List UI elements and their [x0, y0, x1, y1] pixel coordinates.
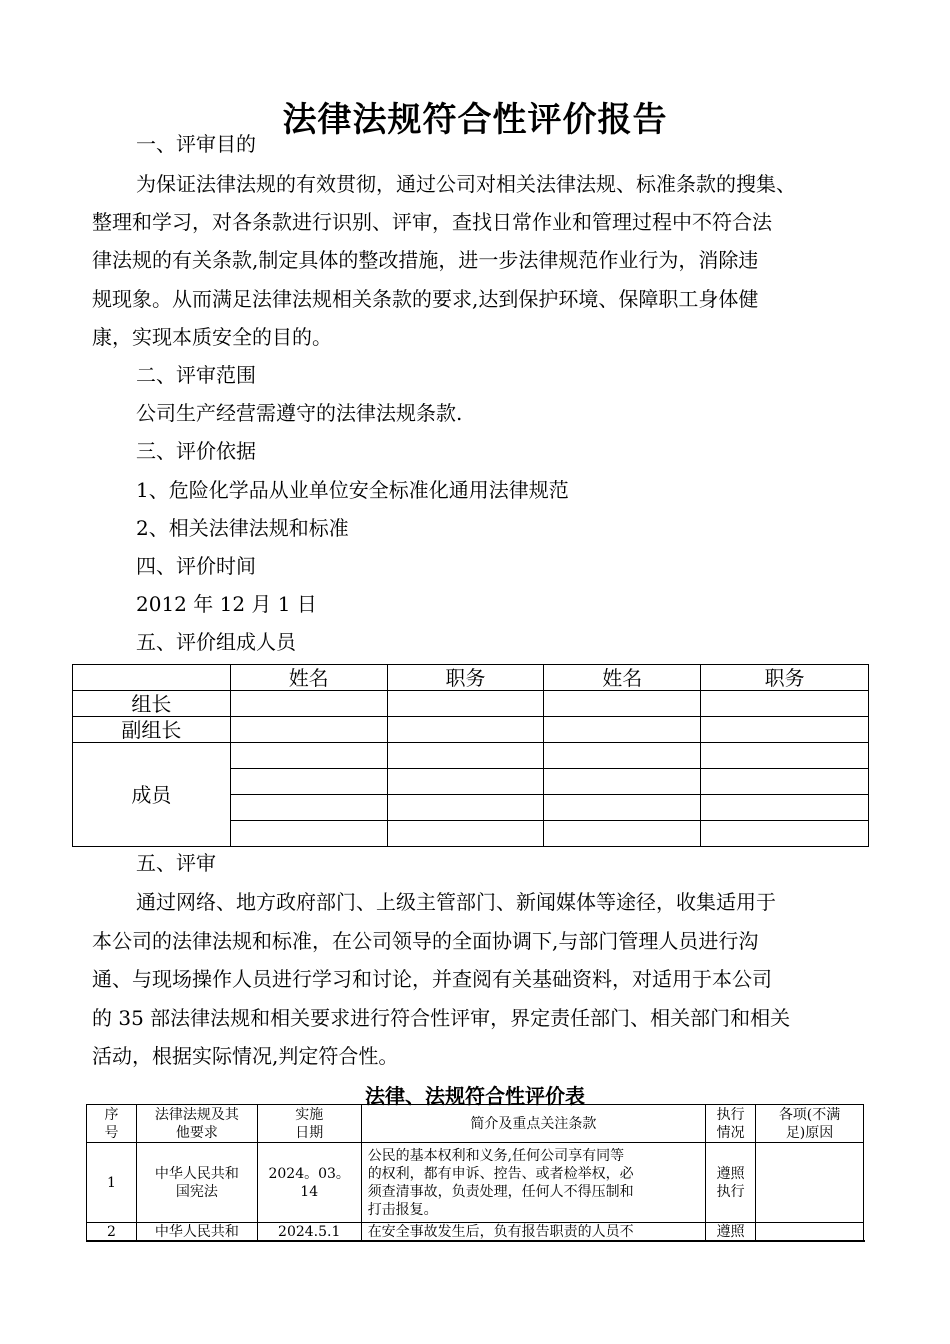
table-row [73, 743, 869, 769]
column-header [706, 1105, 756, 1143]
column-header [87, 1105, 137, 1143]
column-header [756, 1105, 864, 1143]
review-text: 本公司的法律法规和标准，在公司领导的全面协调下,与部门管理人员进行沟 [92, 929, 759, 953]
header-line: 各项(不满 [778, 1106, 841, 1123]
table-cell [701, 743, 869, 769]
law-compliance-table [86, 1104, 864, 1242]
column-header: 姓名 [230, 665, 387, 691]
section-heading-review: 五、评审 [136, 851, 216, 875]
section-heading-purpose: 一、评审目的 [136, 132, 256, 156]
effective-date: 2024.5.1 [257, 1223, 361, 1242]
table-cell [544, 795, 701, 821]
table-cell [230, 821, 387, 847]
header-line: 序 [104, 1106, 119, 1123]
law-table-title: 法律、法规符合性评价表 [365, 1084, 585, 1108]
header-line: 实施 [295, 1106, 324, 1123]
header-line: 情况 [716, 1124, 745, 1141]
header-line: 执行 [716, 1106, 745, 1123]
column-header: 职务 [701, 665, 869, 691]
table-cell [230, 691, 387, 717]
column-header [136, 1105, 257, 1143]
noncompliance-reason [756, 1143, 864, 1223]
section-heading-scope: 二、评审范围 [136, 363, 256, 387]
table-cell [387, 691, 544, 717]
law-description: 在安全事故发生后，负有报告职责的人员不 [361, 1223, 705, 1242]
purpose-text: 整理和学习，对各条款进行识别、评审，查找日常作业和管理过程中不符合法 [92, 210, 772, 234]
cell-line: 的权利，都有申诉、控告、或者检举权，必 [367, 1165, 634, 1182]
cell-line: 公民的基本权利和义务,任何公司享有同等 [367, 1147, 625, 1164]
review-text: 通、与现场操作人员进行学习和讨论，并查阅有关基础资料，对适用于本公司 [92, 967, 772, 991]
row-label-leader: 组长 [73, 691, 231, 717]
table-cell [544, 717, 701, 743]
table-cell [544, 743, 701, 769]
basis-item: 1、危险化学品从业单位安全标准化通用法律规范 [136, 478, 569, 502]
column-header [257, 1105, 361, 1143]
table-cell [387, 743, 544, 769]
table-cell [544, 691, 701, 717]
section-heading-time: 四、评价时间 [136, 554, 256, 578]
header-line: 法律法规及其 [154, 1106, 239, 1123]
table-row [87, 1105, 864, 1143]
table-bottom-rule [86, 1240, 865, 1242]
cell-line: 2024。03。 [268, 1165, 350, 1182]
basis-item: 2、相关法律法规和标准 [136, 516, 349, 540]
execution-status: 遵照 [706, 1223, 756, 1242]
cell-line: 中华人民共和 [154, 1165, 239, 1182]
cell-line: 执行 [716, 1183, 745, 1200]
effective-date [257, 1143, 361, 1223]
review-text: 活动，根据实际情况,判定符合性。 [92, 1044, 399, 1068]
law-name: 中华人民共和 [136, 1223, 257, 1242]
table-cell [701, 769, 869, 795]
cell-line: 打击报复。 [367, 1201, 438, 1218]
table-row [87, 1223, 864, 1242]
table-cell [387, 821, 544, 847]
table-cell [387, 795, 544, 821]
law-description [361, 1143, 705, 1223]
table-cell [701, 795, 869, 821]
cell-line: 遵照 [716, 1165, 745, 1182]
table-cell [230, 795, 387, 821]
table-cell [544, 769, 701, 795]
table-cell [387, 769, 544, 795]
purpose-text: 律法规的有关条款,制定具体的整改措施，进一步法律规范作业行为，消除违 [92, 248, 759, 272]
page-title: 法律法规符合性评价报告 [282, 100, 668, 140]
column-header: 姓名 [544, 665, 701, 691]
header-line: 足)原因 [785, 1124, 834, 1141]
table-cell [230, 769, 387, 795]
row-number: 1 [87, 1143, 137, 1223]
column-header: 职务 [387, 665, 544, 691]
table-row [87, 1143, 864, 1223]
table-cell [701, 821, 869, 847]
table-cell [544, 821, 701, 847]
review-text: 通过网络、地方政府部门、上级主管部门、新闻媒体等途径，收集适用于 [136, 890, 776, 914]
review-text: 的 35 部法律法规和相关要求进行符合性评审，界定责任部门、相关部门和相关 [92, 1006, 791, 1030]
purpose-text: 康，实现本质安全的目的。 [92, 325, 332, 349]
law-name [136, 1143, 257, 1223]
header-line: 简介及重点关注条款 [470, 1115, 597, 1132]
cell-line: 国宪法 [175, 1183, 218, 1200]
cell-line: 14 [300, 1183, 319, 1200]
table-cell [73, 665, 231, 691]
noncompliance-reason [756, 1223, 864, 1242]
members-table [72, 664, 869, 847]
table-row [73, 717, 869, 743]
row-number: 2 [87, 1223, 137, 1242]
column-header [361, 1105, 705, 1143]
purpose-text: 规现象。从而满足法律法规相关条款的要求,达到保护环境、保障职工身体健 [92, 287, 759, 311]
row-label-members: 成员 [73, 743, 231, 847]
header-line: 他要求 [175, 1124, 218, 1141]
table-cell [701, 691, 869, 717]
table-cell [230, 717, 387, 743]
cell-line: 须查清事故，负责处理，任何人不得压制和 [367, 1183, 634, 1200]
scope-text: 公司生产经营需遵守的法律法规条款. [136, 401, 463, 425]
purpose-text: 为保证法律法规的有效贯彻，通过公司对相关法律法规、标准条款的搜集、 [136, 172, 796, 196]
header-line: 日期 [295, 1124, 324, 1141]
section-heading-basis: 三、评价依据 [136, 439, 256, 463]
table-cell [387, 717, 544, 743]
table-cell [701, 717, 869, 743]
evaluation-date: 2012 年 12 月 1 日 [136, 592, 317, 616]
header-line: 号 [104, 1124, 119, 1141]
table-row [73, 665, 869, 691]
table-cell [230, 743, 387, 769]
row-label-deputy: 副组长 [73, 717, 231, 743]
execution-status [706, 1143, 756, 1223]
table-row [73, 691, 869, 717]
section-heading-members: 五、评价组成人员 [136, 630, 296, 654]
